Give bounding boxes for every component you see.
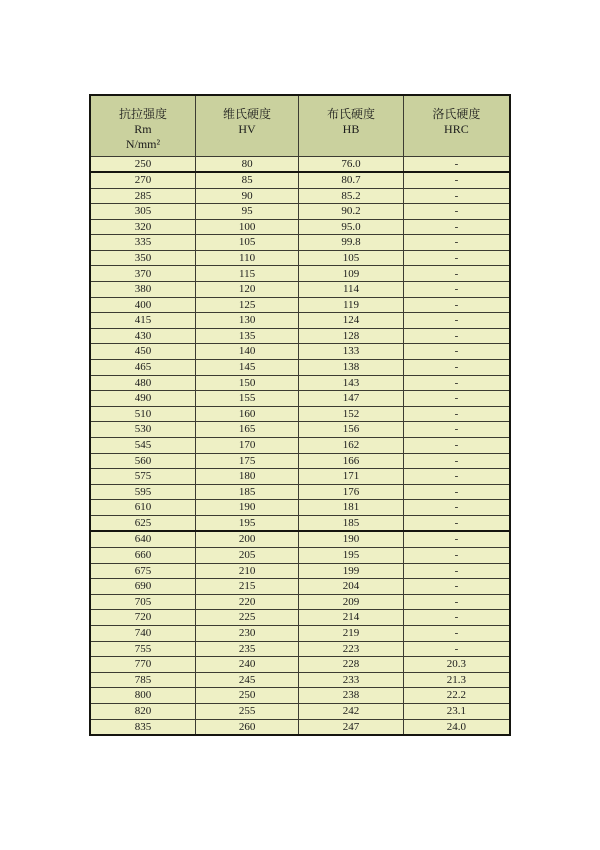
table-cell: 255	[195, 703, 298, 719]
table-cell: 85	[195, 172, 298, 188]
table-cell: 24.0	[403, 719, 510, 735]
table-row	[90, 579, 510, 595]
table-cell: 200	[195, 531, 298, 547]
table-cell: 820	[90, 703, 195, 719]
header-line	[299, 137, 403, 152]
table-cell: 705	[90, 594, 195, 610]
table-cell: 76.0	[299, 156, 404, 172]
table-cell: 233	[299, 672, 404, 688]
table-cell: 125	[195, 297, 298, 313]
table-cell: -	[403, 422, 510, 438]
table-cell: 21.3	[403, 672, 510, 688]
table-cell: 214	[299, 610, 404, 626]
table-cell: -	[403, 594, 510, 610]
table-cell: 480	[90, 375, 195, 391]
table-row	[90, 641, 510, 657]
table-row	[90, 422, 510, 438]
table-row	[90, 563, 510, 579]
header-line: 维氏硬度	[223, 107, 272, 121]
table-cell: 160	[195, 406, 298, 422]
header-line: HRC	[444, 122, 469, 136]
table-cell: 195	[195, 515, 298, 531]
table-cell: 145	[195, 360, 298, 376]
table-row	[90, 703, 510, 719]
table-cell: 20.3	[403, 657, 510, 673]
table-cell: -	[403, 282, 510, 298]
table-cell: -	[403, 188, 510, 204]
table-cell: -	[403, 438, 510, 454]
table-row	[90, 282, 510, 298]
table-cell: 690	[90, 579, 195, 595]
table-cell: 124	[299, 313, 404, 329]
table-cell: 235	[195, 641, 298, 657]
table-cell: 185	[195, 484, 298, 500]
table-cell: 170	[195, 438, 298, 454]
table-cell: 99.8	[299, 235, 404, 251]
table-cell: 165	[195, 422, 298, 438]
table-cell: 190	[299, 531, 404, 547]
table-row	[90, 406, 510, 422]
table-cell: 800	[90, 688, 195, 704]
header-line: N/mm²	[125, 137, 161, 151]
table-cell: 80	[195, 156, 298, 172]
table-cell: 176	[299, 484, 404, 500]
table-cell: 575	[90, 469, 195, 485]
table-cell: 90	[195, 188, 298, 204]
table-row	[90, 235, 510, 251]
table-cell: 171	[299, 469, 404, 485]
table-cell: 465	[90, 360, 195, 376]
table-cell: 204	[299, 579, 404, 595]
table-cell: -	[403, 204, 510, 220]
table-row	[90, 204, 510, 220]
table-cell: 260	[195, 719, 298, 735]
table-row	[90, 688, 510, 704]
table-cell: 835	[90, 719, 195, 735]
table-cell: 720	[90, 610, 195, 626]
table-cell: -	[403, 156, 510, 172]
table-row	[90, 172, 510, 188]
table-cell: -	[403, 531, 510, 547]
table-cell: 190	[195, 500, 298, 516]
table-cell: -	[403, 360, 510, 376]
table-cell: 240	[195, 657, 298, 673]
column-header-rockwell	[403, 95, 510, 156]
table-cell: 247	[299, 719, 404, 735]
table-cell: 90.2	[299, 204, 404, 220]
table-cell: 210	[195, 563, 298, 579]
table-cell: 105	[195, 235, 298, 251]
table-cell: 166	[299, 453, 404, 469]
table-row	[90, 610, 510, 626]
table-cell: 95.0	[299, 219, 404, 235]
table-row	[90, 672, 510, 688]
table-cell: 785	[90, 672, 195, 688]
table-cell: 450	[90, 344, 195, 360]
table-cell: 740	[90, 625, 195, 641]
table-cell: 181	[299, 500, 404, 516]
table-cell: 209	[299, 594, 404, 610]
table-cell: -	[403, 172, 510, 188]
table-cell: 133	[299, 344, 404, 360]
table-row	[90, 515, 510, 531]
table-cell: 130	[195, 313, 298, 329]
table-cell: 610	[90, 500, 195, 516]
table-cell: -	[403, 500, 510, 516]
table-row	[90, 719, 510, 735]
table-cell: 175	[195, 453, 298, 469]
table-cell: 560	[90, 453, 195, 469]
table-cell: 530	[90, 422, 195, 438]
table-cell: 162	[299, 438, 404, 454]
table-cell: 219	[299, 625, 404, 641]
table-cell: 147	[299, 391, 404, 407]
table-row	[90, 547, 510, 563]
table-cell: 140	[195, 344, 298, 360]
table-cell: 250	[195, 688, 298, 704]
table-cell: -	[403, 579, 510, 595]
table-cell: -	[403, 547, 510, 563]
table-row	[90, 594, 510, 610]
header-line: HB	[342, 122, 360, 136]
table-cell: -	[403, 375, 510, 391]
table-row	[90, 360, 510, 376]
table-cell: 225	[195, 610, 298, 626]
table-cell: -	[403, 610, 510, 626]
table-cell: 105	[299, 250, 404, 266]
table-row	[90, 500, 510, 516]
table-cell: 400	[90, 297, 195, 313]
table-cell: 155	[195, 391, 298, 407]
table-row	[90, 188, 510, 204]
table-cell: 335	[90, 235, 195, 251]
table-cell: 215	[195, 579, 298, 595]
table-cell: 770	[90, 657, 195, 673]
table-cell: -	[403, 266, 510, 282]
table-cell: 23.1	[403, 703, 510, 719]
table-row	[90, 156, 510, 172]
table-cell: 675	[90, 563, 195, 579]
table-row	[90, 297, 510, 313]
table-row	[90, 266, 510, 282]
table-cell: 238	[299, 688, 404, 704]
table-cell: 285	[90, 188, 195, 204]
table-cell: -	[403, 328, 510, 344]
table-row	[90, 484, 510, 500]
header-line: Rm	[134, 122, 152, 136]
table-cell: 119	[299, 297, 404, 313]
header-line	[404, 137, 509, 152]
table-row	[90, 657, 510, 673]
table-cell: 120	[195, 282, 298, 298]
table-cell: 250	[90, 156, 195, 172]
table-cell: 110	[195, 250, 298, 266]
table-row	[90, 438, 510, 454]
table-cell: 205	[195, 547, 298, 563]
table-cell: -	[403, 391, 510, 407]
table-row	[90, 250, 510, 266]
column-header-vickers	[195, 95, 298, 156]
table-cell: -	[403, 484, 510, 500]
table-cell: 270	[90, 172, 195, 188]
hardness-conversion-table	[89, 94, 511, 736]
table-cell: -	[403, 344, 510, 360]
table-cell: -	[403, 235, 510, 251]
table-cell: 370	[90, 266, 195, 282]
table-row	[90, 375, 510, 391]
table-cell: 180	[195, 469, 298, 485]
table-cell: 755	[90, 641, 195, 657]
table-body	[90, 156, 510, 735]
table-row	[90, 344, 510, 360]
table-cell: 114	[299, 282, 404, 298]
table-cell: 135	[195, 328, 298, 344]
table-cell: 95	[195, 204, 298, 220]
table-cell: 595	[90, 484, 195, 500]
table-cell: -	[403, 453, 510, 469]
table-cell: -	[403, 563, 510, 579]
table-cell: 152	[299, 406, 404, 422]
table-row	[90, 328, 510, 344]
table-cell: -	[403, 313, 510, 329]
table-cell: 245	[195, 672, 298, 688]
table-cell: 220	[195, 594, 298, 610]
table-cell: -	[403, 625, 510, 641]
table-cell: 640	[90, 531, 195, 547]
table-cell: 109	[299, 266, 404, 282]
table-cell: 660	[90, 547, 195, 563]
table-cell: 138	[299, 360, 404, 376]
table-cell: -	[403, 406, 510, 422]
header-line: 布氏硬度	[327, 107, 376, 121]
table-cell: 195	[299, 547, 404, 563]
table-cell: 350	[90, 250, 195, 266]
header-line	[196, 137, 298, 152]
table-cell: -	[403, 515, 510, 531]
header-line: 抗拉强度	[118, 107, 167, 121]
header-row	[90, 95, 510, 156]
table-cell: 430	[90, 328, 195, 344]
table-cell: 22.2	[403, 688, 510, 704]
table-cell: 80.7	[299, 172, 404, 188]
table-row	[90, 453, 510, 469]
table-cell: -	[403, 297, 510, 313]
table-cell: 510	[90, 406, 195, 422]
table-cell: -	[403, 641, 510, 657]
table-cell: 199	[299, 563, 404, 579]
table-cell: 85.2	[299, 188, 404, 204]
table-cell: 230	[195, 625, 298, 641]
table-header	[90, 95, 510, 156]
table-cell: 415	[90, 313, 195, 329]
table-cell: -	[403, 250, 510, 266]
table-cell: 320	[90, 219, 195, 235]
table-cell: 490	[90, 391, 195, 407]
table-cell: 115	[195, 266, 298, 282]
table-row	[90, 531, 510, 547]
table-row	[90, 313, 510, 329]
table-cell: 100	[195, 219, 298, 235]
table-cell: 545	[90, 438, 195, 454]
table-cell: 228	[299, 657, 404, 673]
table-cell: 305	[90, 204, 195, 220]
table-cell: 223	[299, 641, 404, 657]
table-cell: 185	[299, 515, 404, 531]
table-row	[90, 219, 510, 235]
table-cell: -	[403, 469, 510, 485]
table-cell: 156	[299, 422, 404, 438]
table-cell: -	[403, 219, 510, 235]
header-line: HV	[238, 122, 256, 136]
table-cell: 143	[299, 375, 404, 391]
column-header-tensile-strength	[90, 95, 195, 156]
table-cell: 380	[90, 282, 195, 298]
table-row	[90, 469, 510, 485]
column-header-brinell	[299, 95, 404, 156]
header-line: 洛氏硬度	[432, 107, 481, 121]
table-cell: 242	[299, 703, 404, 719]
table-cell: 625	[90, 515, 195, 531]
table-cell: 128	[299, 328, 404, 344]
table-row	[90, 625, 510, 641]
table-cell: 150	[195, 375, 298, 391]
table-row	[90, 391, 510, 407]
